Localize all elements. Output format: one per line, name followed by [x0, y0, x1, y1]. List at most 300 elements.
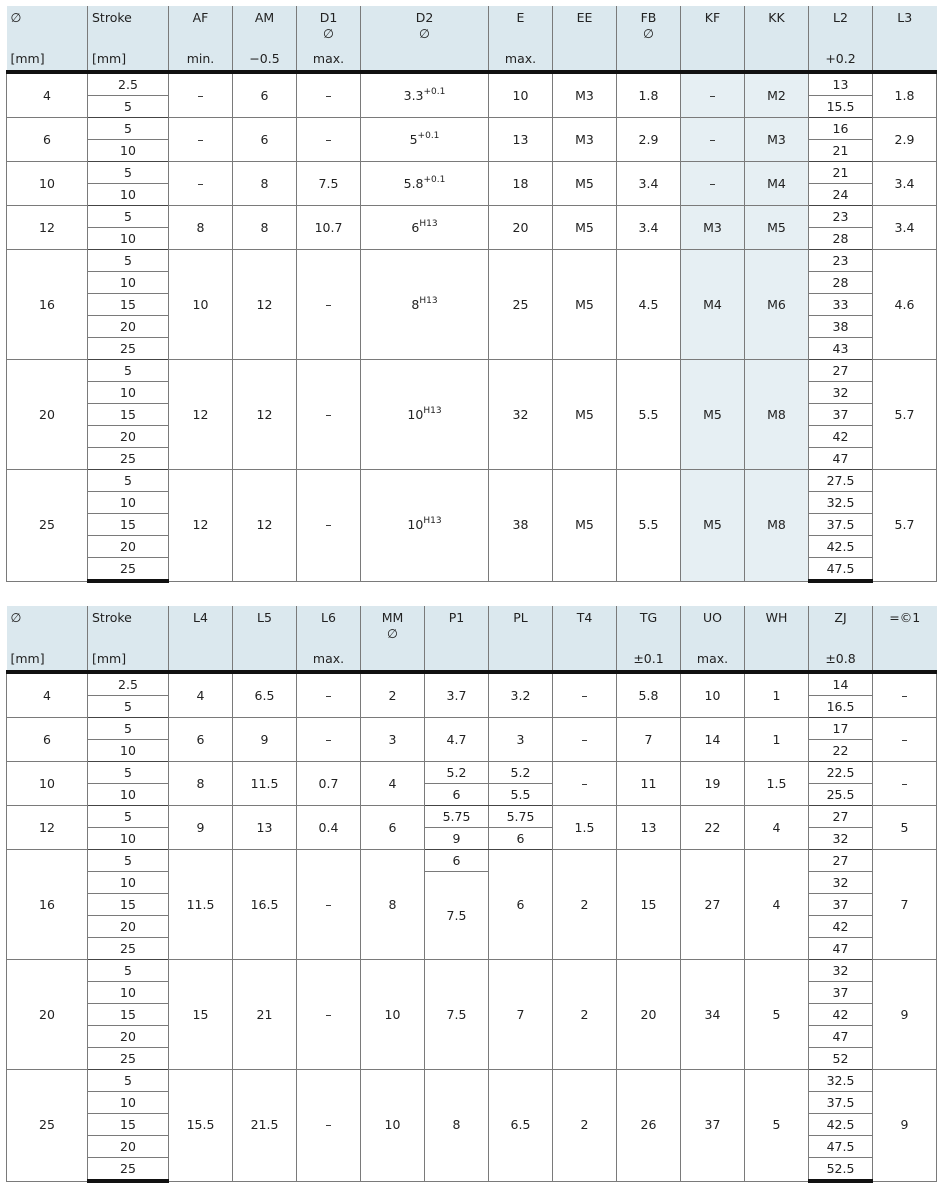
stroke-cell: 25 [88, 448, 169, 470]
cell-zj: 47 [809, 938, 873, 960]
cell-l5: 16.5 [233, 850, 297, 960]
cell-pl: 6 [489, 828, 553, 850]
bore-diameter-cell: 6 [7, 718, 88, 762]
stroke-cell: 5 [88, 96, 169, 118]
column-name: KF [704, 10, 721, 25]
cell-pl: 3.2 [489, 672, 553, 718]
cell-wh: 1 [745, 672, 809, 718]
cell-l5: 21 [233, 960, 297, 1070]
stroke-cell: 15 [88, 894, 169, 916]
column-unit: max. [696, 651, 729, 666]
diameter-symbol: ∅ [387, 626, 398, 641]
cell-t4: 2 [553, 960, 617, 1070]
cell-zj: 27 [809, 850, 873, 872]
column-header-l4 [169, 606, 233, 672]
cell-l2: 38 [809, 316, 873, 338]
cell-l4: 9 [169, 806, 233, 850]
cell-fb: 3.4 [617, 162, 681, 206]
cell-zj: 17 [809, 718, 873, 740]
cell-af: – [169, 118, 233, 162]
cell-l3: 3.4 [873, 162, 937, 206]
cell-af: 10 [169, 250, 233, 360]
cell-p1: 4.7 [425, 718, 489, 762]
column-header-kf [681, 6, 745, 72]
table-row [7, 718, 937, 740]
cell-zj: 22 [809, 740, 873, 762]
column-unit: ±0.8 [825, 651, 856, 666]
cell-p1: 3.7 [425, 672, 489, 718]
column-name: Stroke [92, 10, 132, 25]
cell-l6: 0.7 [297, 762, 361, 806]
cell-mm: 10 [361, 1070, 425, 1182]
column-header-kk [745, 6, 809, 72]
table-1-header-row [7, 6, 937, 72]
cell-e: 32 [489, 360, 553, 470]
cell-zj: 25.5 [809, 784, 873, 806]
cell-d1: 10.7 [297, 206, 361, 250]
stroke-cell: 5 [88, 718, 169, 740]
wrench-icon: =©1 [889, 610, 921, 625]
stroke-cell: 15 [88, 514, 169, 536]
stroke-cell: 10 [88, 828, 169, 850]
stroke-cell: 25 [88, 338, 169, 360]
cell-af: 12 [169, 360, 233, 470]
cell-am: 6 [233, 118, 297, 162]
cell-e: 25 [489, 250, 553, 360]
cell-wrench-size: – [873, 672, 937, 718]
cell-l4: 15 [169, 960, 233, 1070]
column-name: EE [576, 10, 593, 25]
cell-d2 [361, 250, 489, 360]
cell-wh: 1 [745, 718, 809, 762]
table-row [7, 960, 937, 982]
column-header-wh [745, 606, 809, 672]
cell-l3: 3.4 [873, 206, 937, 250]
cell-ee: M5 [553, 250, 617, 360]
column-name: L4 [193, 610, 208, 625]
cell-kf: – [681, 118, 745, 162]
cell-p1: 6 [425, 784, 489, 806]
column-header-ee [553, 6, 617, 72]
table-row [7, 672, 937, 696]
cell-p1: 9 [425, 828, 489, 850]
column-header-e [489, 6, 553, 72]
cell-am: 12 [233, 470, 297, 582]
cell-wh: 1.5 [745, 762, 809, 806]
cell-tg: 15 [617, 850, 681, 960]
cell-zj: 42.5 [809, 1114, 873, 1136]
cell-l5: 6.5 [233, 672, 297, 718]
cell-d1: – [297, 360, 361, 470]
cell-zj: 37 [809, 894, 873, 916]
cell-zj: 52 [809, 1048, 873, 1070]
table-row [7, 206, 937, 228]
stroke-cell: 5 [88, 470, 169, 492]
cell-l5: 21.5 [233, 1070, 297, 1182]
cell-l3: 5.7 [873, 470, 937, 582]
cell-d2 [361, 360, 489, 470]
stroke-cell: 10 [88, 184, 169, 206]
cell-uo: 34 [681, 960, 745, 1070]
cell-am: 12 [233, 360, 297, 470]
cell-e: 18 [489, 162, 553, 206]
cell-am: 8 [233, 206, 297, 250]
stroke-cell: 20 [88, 536, 169, 558]
column-header-l5 [233, 606, 297, 672]
table-2-header-row [7, 606, 937, 672]
cell-l2: 47 [809, 448, 873, 470]
cell-fb: 4.5 [617, 250, 681, 360]
cell-p1: 5.75 [425, 806, 489, 828]
table-row [7, 806, 937, 828]
cell-e: 20 [489, 206, 553, 250]
cell-l2: 21 [809, 140, 873, 162]
cell-zj: 14 [809, 672, 873, 696]
stroke-cell: 15 [88, 1004, 169, 1026]
column-name: D1 [319, 10, 338, 25]
cell-e: 38 [489, 470, 553, 582]
cell-ee: M5 [553, 206, 617, 250]
d2-value: 3.3 [403, 87, 424, 103]
cell-p1: 5.2 [425, 762, 489, 784]
cell-e: 10 [489, 72, 553, 118]
cell-mm: 2 [361, 672, 425, 718]
cell-l5: 13 [233, 806, 297, 850]
cell-d1: – [297, 250, 361, 360]
stroke-cell: 5 [88, 360, 169, 382]
column-header-uo [681, 606, 745, 672]
column-name: PL [513, 610, 528, 625]
cell-wrench-size: – [873, 718, 937, 762]
cell-t4: 1.5 [553, 806, 617, 850]
cell-kk: M3 [745, 118, 809, 162]
cell-l4: 8 [169, 762, 233, 806]
cell-l2: 27 [809, 360, 873, 382]
cell-t4: – [553, 672, 617, 718]
stroke-cell: 25 [88, 1048, 169, 1070]
bore-diameter-cell: 16 [7, 850, 88, 960]
cell-p1: 8 [425, 1070, 489, 1182]
column-unit: [mm] [92, 651, 127, 666]
column-name: ∅ [10, 10, 22, 25]
table-row [7, 162, 937, 184]
cell-tg: 26 [617, 1070, 681, 1182]
bore-diameter-cell: 20 [7, 960, 88, 1070]
cell-zj: 22.5 [809, 762, 873, 784]
cell-l2: 32.5 [809, 492, 873, 514]
column-unit: max. [312, 651, 345, 666]
table-row [7, 762, 937, 784]
column-unit: −0.5 [249, 51, 280, 66]
cell-l2: 47.5 [809, 558, 873, 582]
cell-af: 8 [169, 206, 233, 250]
column-header-d2 [361, 6, 489, 72]
cell-d1: – [297, 72, 361, 118]
column-name: KK [768, 10, 785, 25]
cell-fb: 1.8 [617, 72, 681, 118]
cell-mm: 10 [361, 960, 425, 1070]
bore-diameter-cell: 10 [7, 762, 88, 806]
column-header-mm [361, 606, 425, 672]
d2-tolerance: +0.1 [423, 174, 446, 185]
column-header-tg [617, 606, 681, 672]
cell-l4: 6 [169, 718, 233, 762]
cell-l6: – [297, 718, 361, 762]
cell-l6: – [297, 672, 361, 718]
d2-tolerance: +0.1 [423, 86, 446, 97]
column-name: Stroke [92, 610, 132, 625]
cell-d2 [361, 470, 489, 582]
diameter-symbol: ∅ [323, 26, 334, 41]
stroke-cell: 5 [88, 850, 169, 872]
cell-wrench-size: 9 [873, 1070, 937, 1182]
cell-af: 12 [169, 470, 233, 582]
cell-mm: 8 [361, 850, 425, 960]
cell-l2: 23 [809, 250, 873, 272]
cell-l2: 37.5 [809, 514, 873, 536]
d2-tolerance: H13 [419, 295, 438, 306]
cell-am: 12 [233, 250, 297, 360]
cell-pl: 3 [489, 718, 553, 762]
column-header-stroke [88, 606, 169, 672]
cell-zj: 37 [809, 982, 873, 1004]
d2-tolerance: H13 [423, 516, 442, 527]
cell-zj: 32 [809, 828, 873, 850]
stroke-cell: 25 [88, 1158, 169, 1182]
cell-mm: 3 [361, 718, 425, 762]
cell-uo: 37 [681, 1070, 745, 1182]
cell-l2: 42.5 [809, 536, 873, 558]
column-name: WH [765, 610, 788, 625]
cell-pl: 5.75 [489, 806, 553, 828]
column-name: FB [640, 10, 657, 25]
table-row [7, 360, 937, 382]
cell-l2: 27.5 [809, 470, 873, 492]
cell-tg: 7 [617, 718, 681, 762]
cell-zj: 42 [809, 1004, 873, 1026]
column-name: L2 [833, 10, 848, 25]
column-name: T4 [576, 610, 593, 625]
bore-diameter-cell: 16 [7, 250, 88, 360]
cell-pl: 5.5 [489, 784, 553, 806]
cell-l2: 43 [809, 338, 873, 360]
column-header-am [233, 6, 297, 72]
stroke-cell: 20 [88, 916, 169, 938]
cell-kk: M6 [745, 250, 809, 360]
cell-l6: – [297, 960, 361, 1070]
column-header-l2 [809, 6, 873, 72]
cell-wrench-size: – [873, 762, 937, 806]
cell-l3: 1.8 [873, 72, 937, 118]
bore-diameter-cell: 10 [7, 162, 88, 206]
column-unit: min. [186, 51, 215, 66]
cell-zj: 42 [809, 916, 873, 938]
cell-wh: 5 [745, 1070, 809, 1182]
column-header-stroke [88, 6, 169, 72]
cell-l2: 16 [809, 118, 873, 140]
stroke-cell: 5 [88, 696, 169, 718]
column-name: L5 [257, 610, 272, 625]
stroke-cell: 5 [88, 806, 169, 828]
stroke-cell: 20 [88, 1026, 169, 1048]
d2-value: 5 [409, 131, 418, 147]
cell-af: – [169, 162, 233, 206]
cell-t4: – [553, 762, 617, 806]
stroke-cell: 10 [88, 982, 169, 1004]
stroke-cell: 5 [88, 1070, 169, 1092]
column-name: ∅ [10, 610, 22, 625]
column-header-d1 [297, 6, 361, 72]
column-name: D2 [415, 10, 434, 25]
cell-t4: 2 [553, 850, 617, 960]
cell-p1: 7.5 [425, 960, 489, 1070]
column-name: ZJ [834, 610, 847, 625]
column-name: P1 [448, 610, 465, 625]
cell-wrench-size: 5 [873, 806, 937, 850]
column-name: UO [703, 610, 722, 625]
cell-l2: 28 [809, 272, 873, 294]
cell-kf: M5 [681, 470, 745, 582]
d2-value: 6 [411, 219, 420, 235]
cell-t4: – [553, 718, 617, 762]
column-header-col [7, 606, 88, 672]
table-row [7, 470, 937, 492]
column-name: AF [192, 10, 209, 25]
cell-ee: M3 [553, 118, 617, 162]
cell-fb: 2.9 [617, 118, 681, 162]
cell-wh: 4 [745, 806, 809, 850]
cell-l5: 9 [233, 718, 297, 762]
cell-l4: 4 [169, 672, 233, 718]
cell-af: – [169, 72, 233, 118]
cell-tg: 20 [617, 960, 681, 1070]
cell-fb: 5.5 [617, 360, 681, 470]
cell-wrench-size: 7 [873, 850, 937, 960]
cell-l2: 33 [809, 294, 873, 316]
column-name: TG [639, 610, 658, 625]
stroke-cell: 25 [88, 938, 169, 960]
cell-kf: M5 [681, 360, 745, 470]
stroke-cell: 10 [88, 872, 169, 894]
cell-ee: M3 [553, 72, 617, 118]
cell-zj: 37.5 [809, 1092, 873, 1114]
cell-l2: 13 [809, 72, 873, 96]
column-unit: [mm] [10, 651, 45, 666]
column-name: E [516, 10, 525, 25]
cell-kk: M2 [745, 72, 809, 118]
column-header-col [7, 6, 88, 72]
cell-zj: 32 [809, 872, 873, 894]
bore-diameter-cell: 25 [7, 1070, 88, 1182]
bore-diameter-cell: 20 [7, 360, 88, 470]
cell-zj: 47 [809, 1026, 873, 1048]
cell-ee: M5 [553, 360, 617, 470]
cell-l3: 5.7 [873, 360, 937, 470]
d2-tolerance: +0.1 [417, 130, 440, 141]
cell-kk: M8 [745, 360, 809, 470]
cell-zj: 52.5 [809, 1158, 873, 1182]
stroke-cell: 10 [88, 140, 169, 162]
bore-diameter-cell: 4 [7, 72, 88, 118]
cell-pl: 6.5 [489, 1070, 553, 1182]
stroke-cell: 5 [88, 250, 169, 272]
cell-zj: 16.5 [809, 696, 873, 718]
cell-zj: 32.5 [809, 1070, 873, 1092]
column-name: AM [254, 10, 275, 25]
stroke-cell: 2.5 [88, 72, 169, 96]
cell-wh: 4 [745, 850, 809, 960]
cell-am: 8 [233, 162, 297, 206]
stroke-cell: 10 [88, 492, 169, 514]
column-unit: [mm] [92, 51, 127, 66]
diameter-symbol: ∅ [643, 26, 654, 41]
cell-l6: – [297, 1070, 361, 1182]
cell-tg: 13 [617, 806, 681, 850]
cell-kk: M4 [745, 162, 809, 206]
stroke-cell: 5 [88, 118, 169, 140]
cell-e: 13 [489, 118, 553, 162]
cell-fb: 3.4 [617, 206, 681, 250]
column-unit: max. [312, 51, 345, 66]
column-header-fb [617, 6, 681, 72]
cell-l3: 2.9 [873, 118, 937, 162]
bore-diameter-cell: 4 [7, 672, 88, 718]
cell-zj: 27 [809, 806, 873, 828]
d2-value: 10 [407, 517, 424, 533]
cell-l6: – [297, 850, 361, 960]
cell-ee: M5 [553, 162, 617, 206]
column-header-wrench [873, 606, 937, 672]
d2-tolerance: H13 [419, 218, 438, 229]
stroke-cell: 15 [88, 1114, 169, 1136]
table-row [7, 1070, 937, 1092]
cell-am: 6 [233, 72, 297, 118]
column-header-pl [489, 606, 553, 672]
cell-mm: 4 [361, 762, 425, 806]
cell-l2: 42 [809, 426, 873, 448]
cell-wrench-size: 9 [873, 960, 937, 1070]
stroke-cell: 5 [88, 206, 169, 228]
cell-kf: M3 [681, 206, 745, 250]
column-header-l6 [297, 606, 361, 672]
column-header-l3 [873, 6, 937, 72]
cell-uo: 10 [681, 672, 745, 718]
stroke-cell: 2.5 [88, 672, 169, 696]
bore-diameter-cell: 12 [7, 806, 88, 850]
stroke-cell: 10 [88, 382, 169, 404]
cell-l2: 32 [809, 382, 873, 404]
cell-pl: 5.2 [489, 762, 553, 784]
stroke-cell: 10 [88, 784, 169, 806]
bore-diameter-cell: 6 [7, 118, 88, 162]
cell-l2: 28 [809, 228, 873, 250]
cell-zj: 32 [809, 960, 873, 982]
column-unit: [mm] [10, 51, 45, 66]
stroke-cell: 5 [88, 162, 169, 184]
d2-value: 5.8 [403, 175, 424, 191]
cell-t4: 2 [553, 1070, 617, 1182]
cell-p1: 7.5 [425, 872, 489, 960]
cell-zj: 47.5 [809, 1136, 873, 1158]
cell-uo: 27 [681, 850, 745, 960]
column-name: L3 [897, 10, 913, 25]
stroke-cell: 25 [88, 558, 169, 582]
diameter-symbol: ∅ [419, 26, 430, 41]
stroke-cell: 5 [88, 960, 169, 982]
table-row [7, 850, 937, 872]
cell-d1: 7.5 [297, 162, 361, 206]
stroke-cell: 10 [88, 1092, 169, 1114]
